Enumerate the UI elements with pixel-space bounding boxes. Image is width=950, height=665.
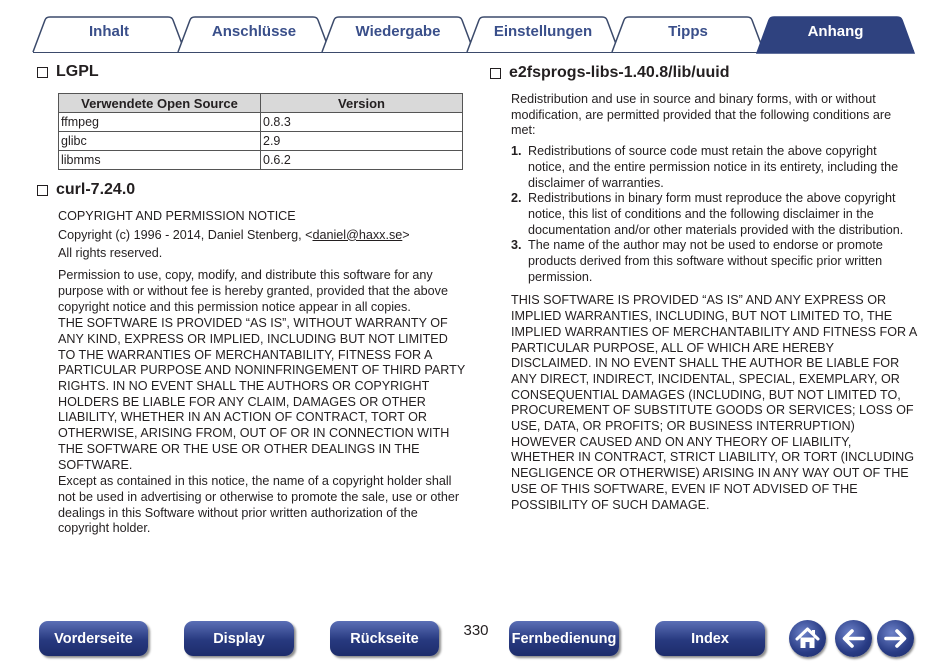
tab-label: Wiedergabe xyxy=(355,23,441,40)
tab-label: Tipps xyxy=(668,23,708,40)
home-button[interactable] xyxy=(789,620,826,657)
tab-label: Anschlüsse xyxy=(211,23,297,40)
section-heading-curl xyxy=(37,181,135,199)
list-text: Redistributions in binary form must reproduce the above copyright notice, this list of conditions and the following disclaimer in the documentation and/or other materials provided with the distribution. xyxy=(528,191,904,237)
checkbox-icon xyxy=(37,185,48,196)
tab-bar xyxy=(0,0,950,56)
nav-button-display[interactable]: Display xyxy=(184,621,294,656)
list-item xyxy=(511,144,917,191)
home-icon xyxy=(789,620,826,657)
checkbox-icon xyxy=(490,68,501,79)
tab-label: Einstellungen xyxy=(493,23,593,40)
copyright-suffix: > xyxy=(402,227,410,242)
nav-button-vorderseite[interactable]: Vorderseite xyxy=(39,621,148,656)
table-cell: ffmpeg xyxy=(59,113,261,132)
page-number: 330 xyxy=(463,622,489,639)
table-header-row xyxy=(59,94,463,113)
list-item xyxy=(511,191,917,238)
conditions-list xyxy=(511,144,917,285)
table-header-cell: Version xyxy=(261,94,463,113)
arrow-right-icon xyxy=(877,620,914,657)
tab-label: Anhang xyxy=(807,23,864,40)
warranty-paragraph: THE SOFTWARE IS PROVIDED “AS IS”, WITHOUT WARRANTY OF ANY KIND, EXPRESS OR IMPLIED, INCLUDING BUT NOT LIMITED TO THE WARRANTIES OF MERCHANTABILITY, FITNESS FOR A PARTICULAR PURPOSE AND NONINFRINGEMENT OF THIRD PARTY RIGHTS. IN NO EVENT SHALL THE AUTHORS OR COPYRIGHT HOLDERS BE LIABLE FOR ANY CLAIM, DAMAGES OR OTHER LIABILITY, WHETHER IN AN ACTION OF CONTRACT, TORT OR OTHERWISE, ARISING FROM, OUT OF OR IN CONNECTION WITH THE SOFTWARE OR THE USE OR OTHER DEALINGS IN THE SOFTWARE. xyxy=(58,316,466,472)
tab-tipps[interactable] xyxy=(612,17,764,52)
table-cell: glibc xyxy=(59,132,261,151)
email-link[interactable]: daniel@haxx.se xyxy=(312,227,403,242)
tab-label: Inhalt xyxy=(89,23,129,40)
tab-wiedergabe[interactable] xyxy=(322,17,474,52)
list-number: 3. xyxy=(511,238,522,253)
copyright-line xyxy=(58,228,466,244)
tab-anschluesse[interactable] xyxy=(178,17,330,52)
table-cell: 0.8.3 xyxy=(261,113,463,132)
list-text: Redistributions of source code must retain the above copyright notice, and the entire permission notice in its entirety, including the disclaimer of warranties. xyxy=(528,144,899,190)
arrow-left-icon xyxy=(835,620,872,657)
copyright-prefix: Copyright (c) 1996 - 2014, Daniel Stenberg, < xyxy=(58,227,313,242)
list-number: 2. xyxy=(511,191,522,206)
except-paragraph: Except as contained in this notice, the name of a copyright holder shall not be used in advertising or otherwise to promote the sale, use or other dealings in this Software without prior written authorization of the copyright holder. xyxy=(58,474,460,536)
intro-paragraph: Redistribution and use in source and binary forms, with or without modification, are permitted provided that the following conditions are met: xyxy=(511,92,892,138)
notice-title: COPYRIGHT AND PERMISSION NOTICE xyxy=(58,209,296,223)
disclaimer-paragraph: THIS SOFTWARE IS PROVIDED “AS IS” AND ANY EXPRESS OR IMPLIED WARRANTIES, INCLUDING, BUT NOT LIMITED TO, THE IMPLIED WARRANTIES OF MERCHANTABILITY AND FITNESS FOR A PARTICULAR PURPOSE, ALL OF WHICH ARE HEREBY DISCLAIMED. IN NO EVENT SHALL THE AUTHOR BE LIABLE FOR ANY DIRECT, INDIRECT, INCIDENTAL, SPECIAL, EXEMPLARY, OR CONSEQUENTIAL DAMAGES (INCLUDING, BUT NOT LIMITED TO, PROCUREMENT OF SUBSTITUTE GOODS OR SERVICES; LOSS OF USE, DATA, OR PROFITS; OR BUSINESS INTERRUPTION) HOWEVER CAUSED AND ON ANY THEORY OF LIABILITY, WHETHER IN CONTRACT, STRICT LIABILITY, OR TORT (INCLUDING NEGLIGENCE OR OTHERWISE) ARISING IN ANY WAY OUT OF THE USE OF THIS SOFTWARE, EVEN IF NOT ADVISED OF THE POSSIBILITY OF SUCH DAMAGE. xyxy=(511,293,917,512)
table-cell: libmms xyxy=(59,151,261,170)
table-row xyxy=(59,113,463,132)
list-text: The name of the author may not be used to endorse or promote products derived from this software without specific prior written permission. xyxy=(528,238,883,284)
section-title: curl-7.24.0 xyxy=(56,181,136,198)
table-row xyxy=(59,151,463,170)
open-source-table xyxy=(58,93,463,170)
section-title: LGPL xyxy=(56,63,99,80)
table-cell: 0.6.2 xyxy=(261,151,463,170)
tab-inhalt[interactable] xyxy=(33,17,185,52)
rights-line: All rights reserved. xyxy=(58,246,163,261)
nav-button-rueckseite[interactable]: Rückseite xyxy=(330,621,439,656)
nav-button-index[interactable]: Index xyxy=(655,621,765,656)
section-heading-lgpl xyxy=(37,63,99,81)
permission-paragraph: Permission to use, copy, modify, and distribute this software for any purpose with or without fee is hereby granted, provided that the above copyright notice and this permission notice appear in all copies. xyxy=(58,268,448,314)
tab-einstellungen[interactable] xyxy=(467,17,619,52)
curl-license-text xyxy=(58,209,466,537)
table-cell: 2.9 xyxy=(261,132,463,151)
tab-anhang[interactable] xyxy=(757,17,914,52)
nav-button-fernbedienung[interactable]: Fernbedienung xyxy=(509,621,619,656)
section-title: e2fsprogs-libs-1.40.8/lib/uuid xyxy=(509,64,730,81)
previous-page-button[interactable] xyxy=(835,620,872,657)
checkbox-icon xyxy=(37,67,48,78)
next-page-button[interactable] xyxy=(877,620,914,657)
section-heading-e2fsprogs xyxy=(490,64,730,82)
table-header-cell: Verwendete Open Source xyxy=(59,94,261,113)
list-number: 1. xyxy=(511,144,522,159)
table-row xyxy=(59,132,463,151)
list-item xyxy=(511,238,917,285)
e2fsprogs-license-text xyxy=(511,92,917,513)
